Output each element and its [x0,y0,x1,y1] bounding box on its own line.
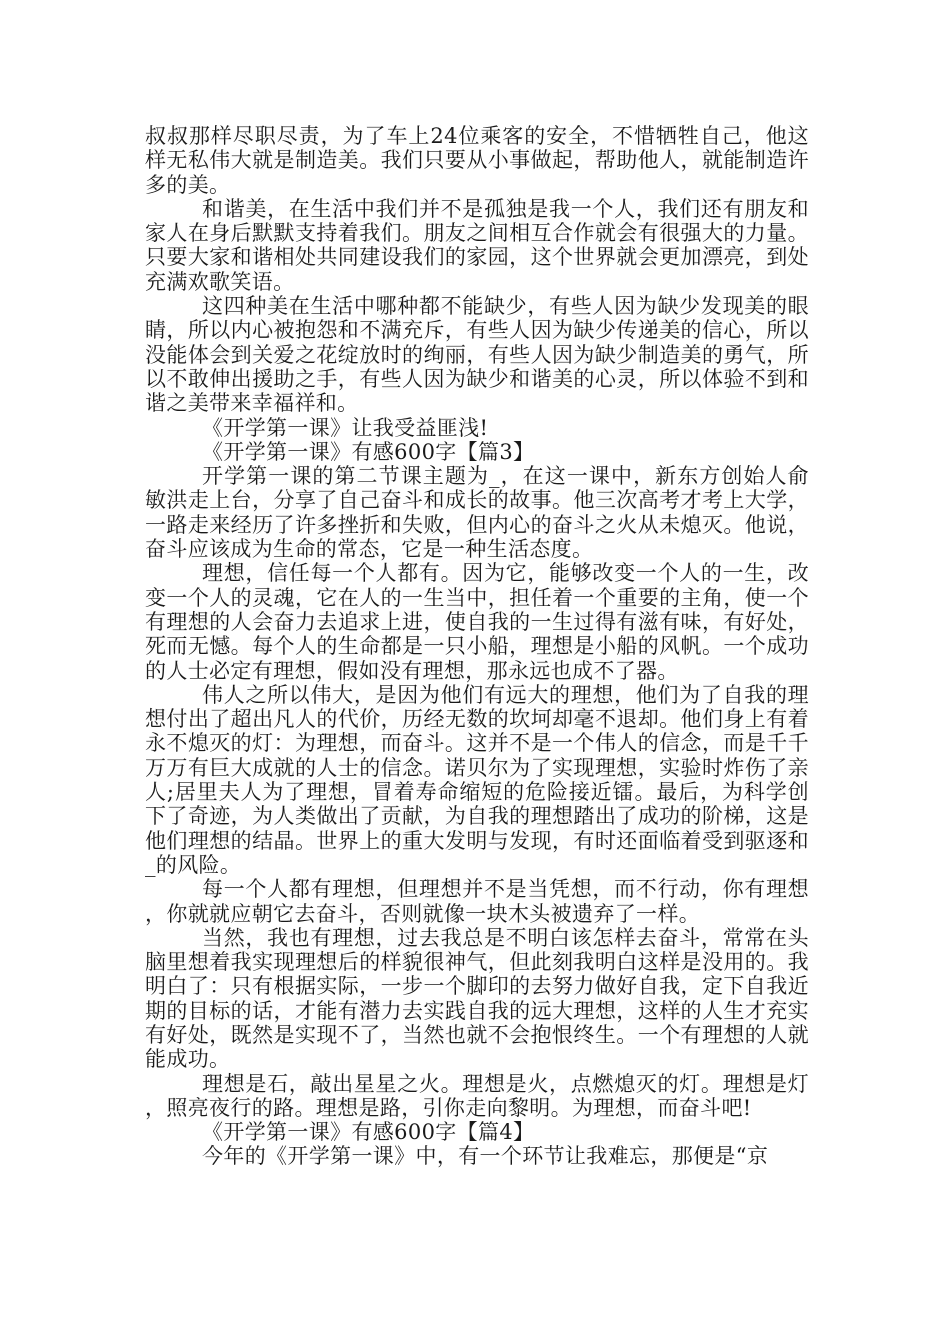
paragraph-great-people: 伟人之所以伟大，是因为他们有远大的理想，他们为了自我的理想付出了超出凡人的代价，历经无数的坎坷却毫不退却。他们身上有着永不熄灭的灯：为理想，而奋斗。这并不是一个伟人的信念，而是千千万万有巨大成就的人士的信念。诺贝尔为了实现理想，实验时炸伤了亲人;居里夫人为了理想，冒着寿命缩短的危险接近镭。最后，为科学创下了奇迹，为人类做出了贡献，为自我的理想踏出了成功的阶梯，这是他们理想的结晶。世界上的重大发明与发现，有时还面临着受到驱逐和_的风险。 [145,682,809,877]
paragraph-ideal-metaphor: 理想是石，敲出星星之火。理想是火，点燃熄灭的灯。理想是灯，照亮夜行的路。理想是路，引你走向黎明。为理想，而奋斗吧! [145,1071,809,1120]
paragraph-ideal: 理想，信任每一个人都有。因为它，能够改变一个人的一生，改变一个人的灵魂，它在人的一生当中，担任着一个重要的主角，使一个有理想的人会奋力去追求上进，使自我的一生过得有滋有味，有好处，死而无憾。每个人的生命都是一只小船，理想是小船的风帆。一个成功的人士必定有理想，假如没有理想，那永远也成不了器。 [145,561,809,683]
paragraph-four-beauties: 这四种美在生活中哪种都不能缺少，有些人因为缺少发现美的眼睛，所以内心被抱怨和不满充斥，有些人因为缺少传递美的信心，所以没能体会到关爱之花绽放时的绚丽，有些人因为缺少制造美的勇气，所以不敢伸出援助之手，有些人因为缺少和谐美的心灵，所以体验不到和谐之美带来幸福祥和。 [145,294,809,416]
paragraph-everyone-has-ideal: 每一个人都有理想，但理想并不是当凭想，而不行动，你有理想，你就就应朝它去奋斗，否则就像一块木头被遗弃了一样。 [145,877,809,926]
paragraph-my-ideal: 当然，我也有理想，过去我总是不明白该怎样去奋斗，常常在头脑里想着我实现理想后的样貌很神气，但此刻我明白这样是没用的。我明白了：只有根据实际，一步一个脚印的去努力做好自我，定下自我近期的目标的话，才能有潜力去实践自我的远大理想，这样的人生才充实有好处，既然是实现不了，当然也就不会抱恨终生。一个有理想的人就能成功。 [145,925,809,1072]
document-page [145,124,809,1169]
paragraph-continuation: 叔叔那样尽职尽责，为了车上24位乘客的安全，不惜牺牲自己，他这样无私伟大就是制造美。我们只要从小事做起，帮助他人，就能制造许多的美。 [145,124,809,197]
paragraph-second-lesson: 开学第一课的第二节课主题为_，在这一课中，新东方创始人俞敏洪走上台，分享了自己奋斗和成长的故事。他三次高考才考上大学，一路走来经历了许多挫折和失败，但内心的奋斗之火从未熄灭。他说，奋斗应该成为生命的常态，它是一种生活态度。 [145,464,809,562]
section-heading-part-4: 《开学第一课》有感600字【篇4】 [202,1120,535,1145]
paragraph-benefit: 《开学第一课》让我受益匪浅! [202,415,489,440]
section-heading-part-3: 《开学第一课》有感600字【篇3】 [202,439,535,464]
paragraph-harmony-beauty: 和谐美，在生活中我们并不是孤独是我一个人，我们还有朋友和家人在身后默默支持着我们。朋友之间相互合作就会有很强大的力量。只要大家和谐相处共同建设我们的家园，这个世界就会更加漂亮，到处充满欢歌笑语。 [145,196,809,294]
paragraph-this-year: 今年的《开学第一课》中，有一个环节让我难忘，那便是“京 [202,1144,769,1169]
